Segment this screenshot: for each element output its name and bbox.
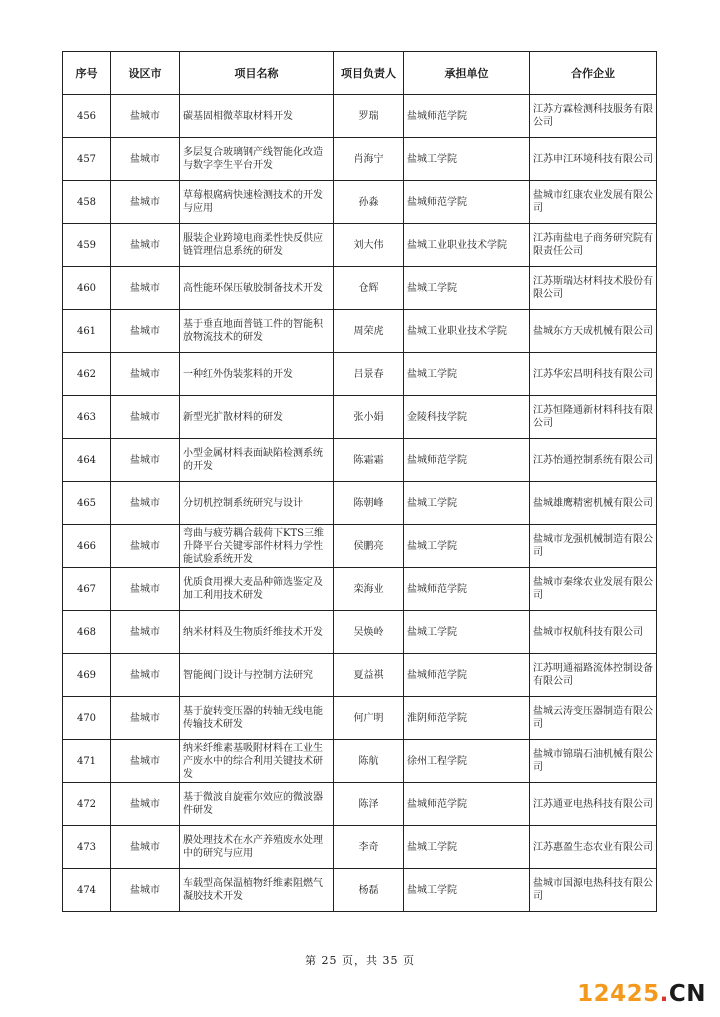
watermark-number: 12425: [577, 981, 660, 1007]
cell-partner: 盐城市权航科技有限公司: [530, 611, 657, 654]
cell-leader: 栾海业: [334, 568, 404, 611]
project-table: [62, 51, 657, 912]
table-row: [63, 525, 657, 568]
header-partner: 合作企业: [530, 52, 657, 95]
cell-no: 458: [63, 181, 111, 224]
cell-leader: 陈朝峰: [334, 482, 404, 525]
cell-project: 小型金属材料表面缺陷检测系统的开发: [180, 439, 334, 482]
cell-leader: 陈霜霜: [334, 439, 404, 482]
cell-unit: 盐城师范学院: [404, 95, 530, 138]
cell-leader: 罗瑞: [334, 95, 404, 138]
cell-leader: 何广明: [334, 697, 404, 740]
header-leader: 项目负责人: [334, 52, 404, 95]
cell-no: 474: [63, 869, 111, 912]
cell-unit: 盐城工学院: [404, 611, 530, 654]
cell-unit: 盐城师范学院: [404, 568, 530, 611]
cell-project: 高性能环保压敏胶制备技术开发: [180, 267, 334, 310]
watermark-cn: CN: [668, 981, 706, 1007]
cell-city: 盐城市: [111, 95, 180, 138]
cell-unit: 盐城工学院: [404, 267, 530, 310]
table-row: [63, 267, 657, 310]
cell-no: 469: [63, 654, 111, 697]
cell-project: 新型光扩散材料的研发: [180, 396, 334, 439]
cell-project: 基于垂直地面普链工件的智能积放物流技术的研发: [180, 310, 334, 353]
table-row: [63, 697, 657, 740]
cell-partner: 江苏斯瑞达材料技术股份有限公司: [530, 267, 657, 310]
cell-project: 优质食用裸大麦品种筛选鉴定及加工利用技术研发: [180, 568, 334, 611]
cell-partner: 江苏申江环境科技有限公司: [530, 138, 657, 181]
cell-unit: 盐城工学院: [404, 482, 530, 525]
cell-unit: 盐城工学院: [404, 869, 530, 912]
cell-unit: 金陵科技学院: [404, 396, 530, 439]
cell-unit: 盐城工学院: [404, 138, 530, 181]
cell-partner: 江苏南盐电子商务研究院有限责任公司: [530, 224, 657, 267]
cell-city: 盐城市: [111, 783, 180, 826]
cell-no: 473: [63, 826, 111, 869]
cell-no: 468: [63, 611, 111, 654]
cell-no: 467: [63, 568, 111, 611]
table-row: [63, 181, 657, 224]
cell-no: 457: [63, 138, 111, 181]
page-footer: 第 25 页，共 35 页: [305, 954, 415, 967]
cell-partner: 江苏方霖检测科技服务有限公司: [530, 95, 657, 138]
watermark-dot: .: [659, 981, 669, 1007]
cell-leader: 夏益祺: [334, 654, 404, 697]
cell-city: 盐城市: [111, 611, 180, 654]
table-body: [63, 95, 657, 912]
cell-leader: 仓辉: [334, 267, 404, 310]
cell-project: 一种红外伪装浆料的开发: [180, 353, 334, 396]
cell-project: 草莓根腐病快速检测技术的开发与应用: [180, 181, 334, 224]
cell-partner: 江苏通亚电热科技有限公司: [530, 783, 657, 826]
cell-no: 471: [63, 740, 111, 783]
cell-no: 462: [63, 353, 111, 396]
table-row: [63, 95, 657, 138]
cell-leader: 吕景春: [334, 353, 404, 396]
cell-city: 盐城市: [111, 654, 180, 697]
cell-project: 车载型高保温植物纤维素阻燃气凝胶技术开发: [180, 869, 334, 912]
cell-no: 470: [63, 697, 111, 740]
cell-partner: 江苏恒隆通新材料科技有限公司: [530, 396, 657, 439]
cell-unit: 徐州工程学院: [404, 740, 530, 783]
header-city: 设区市: [111, 52, 180, 95]
cell-city: 盐城市: [111, 525, 180, 568]
cell-leader: 李奇: [334, 826, 404, 869]
cell-partner: 江苏怡通控制系统有限公司: [530, 439, 657, 482]
cell-partner: 盐城市秦缘农业发展有限公司: [530, 568, 657, 611]
cell-leader: 孙淼: [334, 181, 404, 224]
cell-leader: 杨磊: [334, 869, 404, 912]
cell-project: 分切机控制系统研究与设计: [180, 482, 334, 525]
cell-city: 盐城市: [111, 310, 180, 353]
cell-partner: 江苏明通福路流体控制设备有限公司: [530, 654, 657, 697]
cell-leader: 陈航: [334, 740, 404, 783]
cell-no: 460: [63, 267, 111, 310]
cell-project: 弯曲与疲劳耦合载荷下KTS三维升降平台关键零部件材料力学性能试验系统开发: [180, 525, 334, 568]
cell-no: 465: [63, 482, 111, 525]
table-row: [63, 826, 657, 869]
cell-city: 盐城市: [111, 482, 180, 525]
cell-project: 纳米材料及生物质纤维技术开发: [180, 611, 334, 654]
cell-no: 461: [63, 310, 111, 353]
cell-partner: 盐城市龙强机械制造有限公司: [530, 525, 657, 568]
table-row: [63, 224, 657, 267]
cell-city: 盐城市: [111, 224, 180, 267]
cell-partner: 盐城雄鹰精密机械有限公司: [530, 482, 657, 525]
cell-unit: 盐城师范学院: [404, 654, 530, 697]
cell-city: 盐城市: [111, 869, 180, 912]
table-header-row: [63, 52, 657, 95]
cell-partner: 盐城市锦瑞石油机械有限公司: [530, 740, 657, 783]
cell-project: 智能阀门设计与控制方法研究: [180, 654, 334, 697]
cell-leader: 陈泽: [334, 783, 404, 826]
cell-project: 基于旋转变压器的转轴无线电能传输技术研发: [180, 697, 334, 740]
cell-project: 多层复合玻璃钢产线智能化改造与数字孪生平台开发: [180, 138, 334, 181]
table-row: [63, 138, 657, 181]
cell-partner: 江苏惠盈生态农业有限公司: [530, 826, 657, 869]
cell-no: 472: [63, 783, 111, 826]
cell-partner: 盐城云涛变压器制造有限公司: [530, 697, 657, 740]
cell-city: 盐城市: [111, 138, 180, 181]
cell-unit: 盐城工学院: [404, 826, 530, 869]
cell-project: 膜处理技术在水产养殖废水处理中的研究与应用: [180, 826, 334, 869]
cell-project: 碳基固相微萃取材料开发: [180, 95, 334, 138]
cell-unit: 盐城工学院: [404, 353, 530, 396]
cell-unit: 盐城师范学院: [404, 439, 530, 482]
cell-leader: 刘大伟: [334, 224, 404, 267]
cell-city: 盐城市: [111, 396, 180, 439]
cell-no: 463: [63, 396, 111, 439]
table-row: [63, 568, 657, 611]
cell-no: 464: [63, 439, 111, 482]
cell-city: 盐城市: [111, 740, 180, 783]
watermark-logo: [577, 981, 706, 1007]
cell-unit: 盐城工业职业技术学院: [404, 224, 530, 267]
cell-leader: 侯鹏亮: [334, 525, 404, 568]
table-row: [63, 869, 657, 912]
cell-no: 466: [63, 525, 111, 568]
cell-city: 盐城市: [111, 353, 180, 396]
header-unit: 承担单位: [404, 52, 530, 95]
cell-partner: 盐城市红康农业发展有限公司: [530, 181, 657, 224]
cell-city: 盐城市: [111, 267, 180, 310]
header-no: 序号: [63, 52, 111, 95]
cell-project: 纳米纤维素基吸附材料在工业生产废水中的综合利用关键技术研发: [180, 740, 334, 783]
header-project: 项目名称: [180, 52, 334, 95]
table-row: [63, 654, 657, 697]
table-row: [63, 482, 657, 525]
cell-unit: 盐城师范学院: [404, 783, 530, 826]
cell-city: 盐城市: [111, 439, 180, 482]
cell-leader: 吴焕岭: [334, 611, 404, 654]
cell-city: 盐城市: [111, 568, 180, 611]
cell-project: 服装企业跨境电商柔性快反供应链管理信息系统的研发: [180, 224, 334, 267]
cell-leader: 肖海宁: [334, 138, 404, 181]
cell-leader: 周荣虎: [334, 310, 404, 353]
cell-project: 基于微波自旋霍尔效应的微波器件研发: [180, 783, 334, 826]
table-row: [63, 783, 657, 826]
cell-city: 盐城市: [111, 697, 180, 740]
table-row: [63, 439, 657, 482]
cell-partner: 盐城市国源电热科技有限公司: [530, 869, 657, 912]
cell-no: 456: [63, 95, 111, 138]
cell-unit: 淮阴师范学院: [404, 697, 530, 740]
cell-unit: 盐城师范学院: [404, 181, 530, 224]
cell-partner: 江苏华宏昌明科技有限公司: [530, 353, 657, 396]
table-row: [63, 310, 657, 353]
cell-unit: 盐城工学院: [404, 525, 530, 568]
table-row: [63, 611, 657, 654]
table-row: [63, 353, 657, 396]
table-row: [63, 396, 657, 439]
cell-unit: 盐城工业职业技术学院: [404, 310, 530, 353]
cell-leader: 张小娟: [334, 396, 404, 439]
cell-city: 盐城市: [111, 826, 180, 869]
cell-partner: 盐城东方天成机械有限公司: [530, 310, 657, 353]
cell-no: 459: [63, 224, 111, 267]
table-row: [63, 740, 657, 783]
cell-city: 盐城市: [111, 181, 180, 224]
